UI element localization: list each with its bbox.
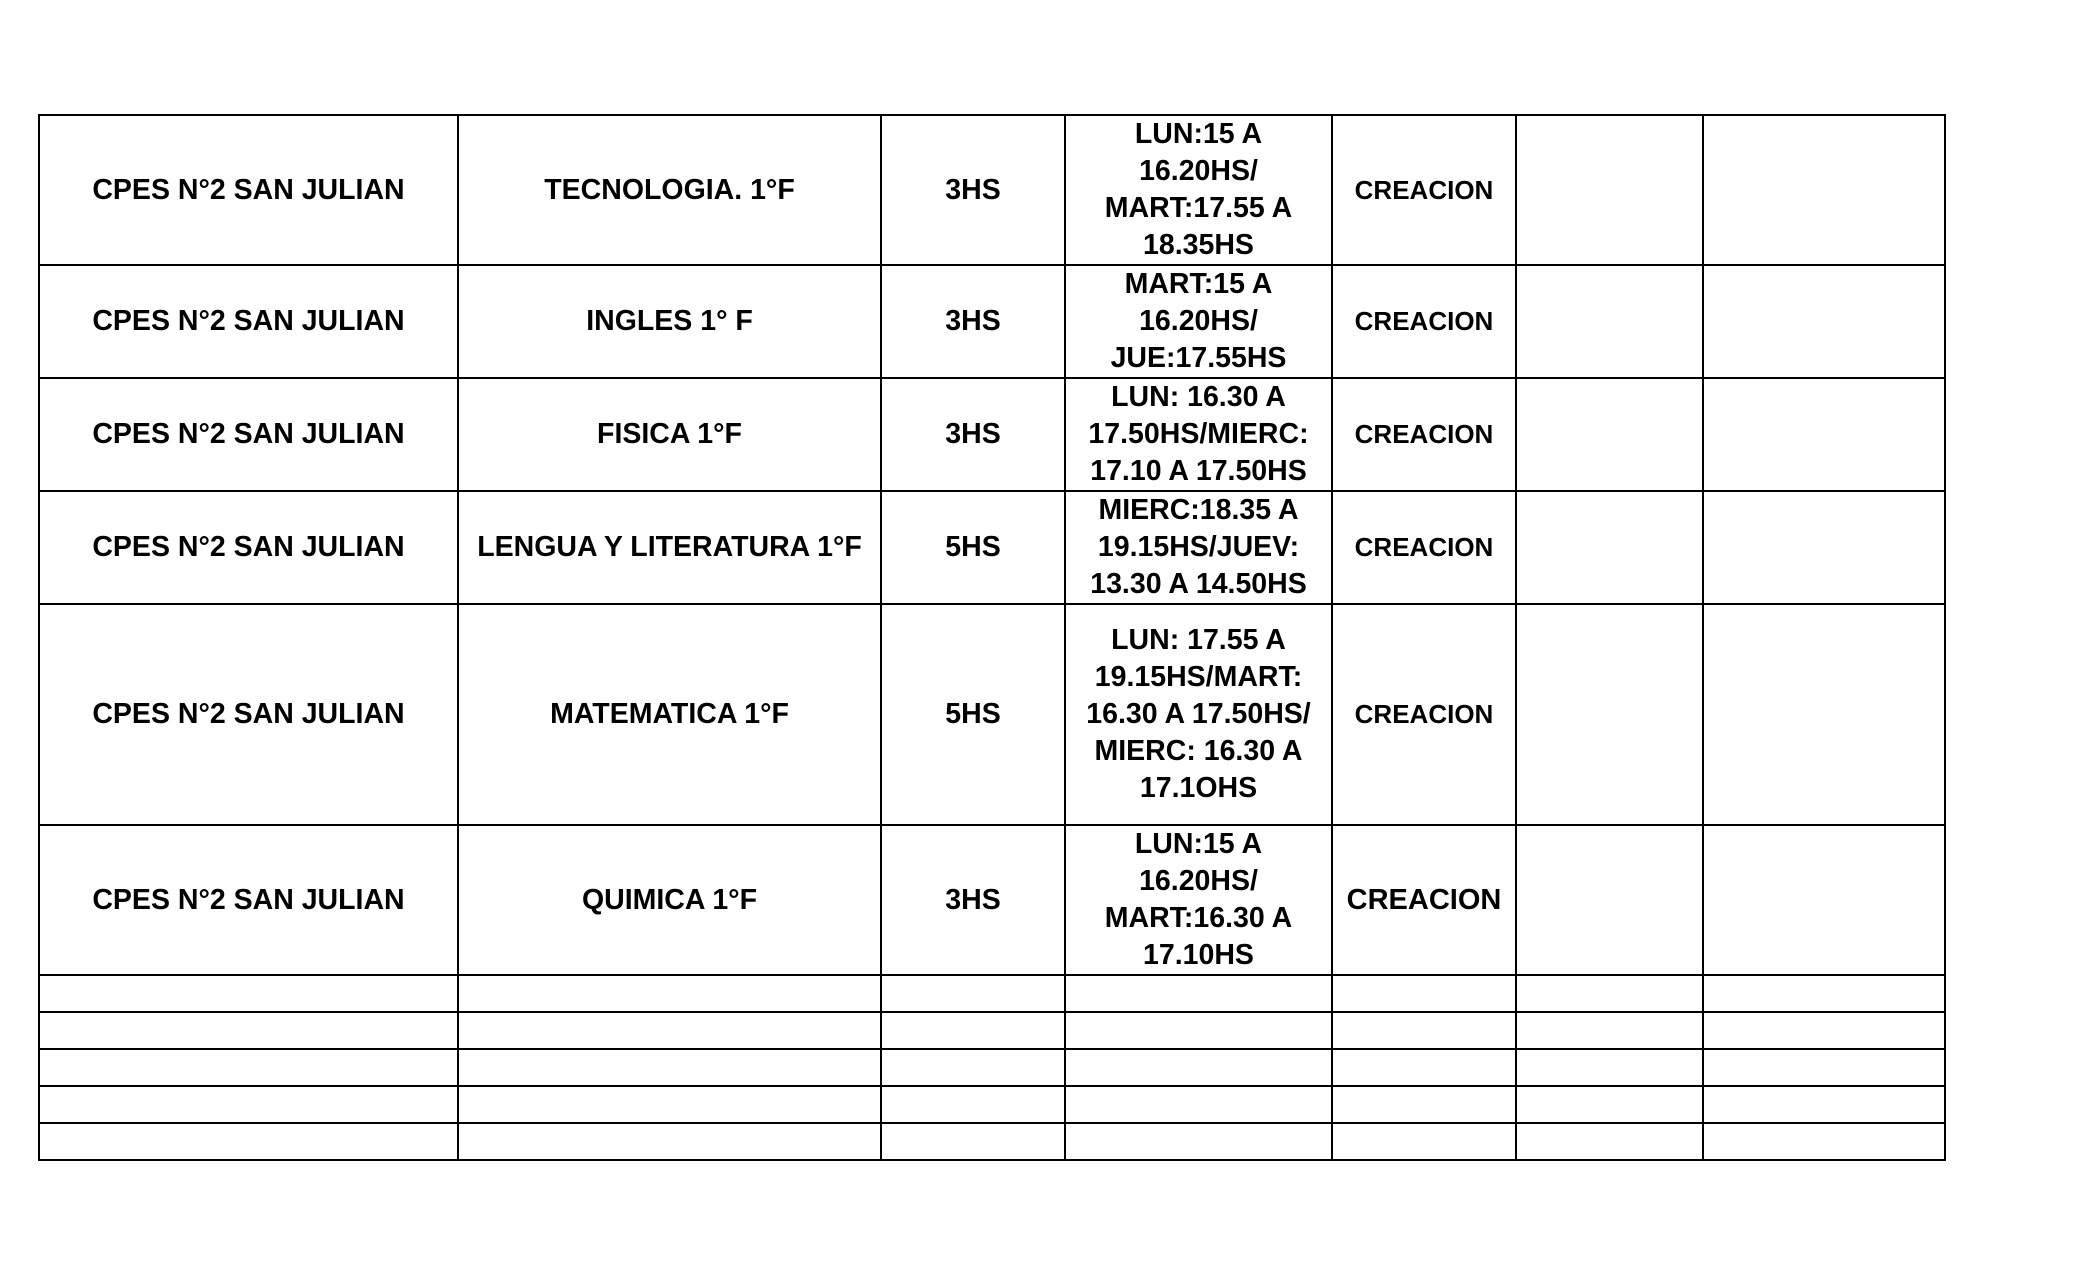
table-row — [39, 825, 1945, 975]
schedule-cell — [1065, 825, 1332, 975]
empty-cell — [458, 1123, 881, 1160]
empty-table-row — [39, 1086, 1945, 1123]
empty-table-row — [39, 1049, 1945, 1086]
empty-cell — [1516, 1123, 1703, 1160]
status-cell: CREACION — [1332, 115, 1516, 265]
subject-cell: FISICA 1°F — [458, 378, 881, 491]
hours-cell: 5HS — [881, 604, 1065, 825]
schedule-line: LUN:15 A — [1134, 828, 1263, 860]
schedule-line: 16.30 A 17.50HS/ — [1086, 698, 1311, 730]
empty-cell — [39, 1086, 458, 1123]
schedule-cell — [1065, 378, 1332, 491]
school-cell: CPES N°2 SAN JULIAN — [39, 378, 458, 491]
school-cell: CPES N°2 SAN JULIAN — [39, 265, 458, 378]
status-cell: CREACION — [1332, 825, 1516, 975]
schedule-line: JUE:17.55HS — [1110, 342, 1287, 374]
schedule-line: 18.35HS — [1143, 229, 1254, 261]
subject-cell: MATEMATICA 1°F — [458, 604, 881, 825]
empty-cell — [881, 975, 1065, 1012]
table-row — [39, 265, 1945, 378]
empty-cell — [39, 975, 458, 1012]
subject-cell: QUIMICA 1°F — [458, 825, 881, 975]
hours-cell: 3HS — [881, 378, 1065, 491]
schedule-cell — [1065, 265, 1332, 378]
schedule-line: 17.10HS — [1143, 939, 1254, 971]
table-row — [39, 378, 1945, 491]
status-cell: CREACION — [1332, 265, 1516, 378]
empty-cell — [1332, 1049, 1516, 1086]
empty-cell — [881, 1012, 1065, 1049]
empty-table-row — [39, 1123, 1945, 1160]
school-cell: CPES N°2 SAN JULIAN — [39, 825, 458, 975]
empty-cell — [1703, 1049, 1945, 1086]
empty-cell — [1703, 825, 1945, 975]
schedule-line: 17.1OHS — [1139, 772, 1258, 804]
empty-cell — [1332, 1086, 1516, 1123]
status-cell: CREACION — [1332, 491, 1516, 604]
schedule-line: LUN:15 A — [1134, 118, 1263, 150]
empty-cell — [1065, 1049, 1332, 1086]
schedule-line: MIERC:18.35 A — [1098, 494, 1299, 526]
schedule-line: 13.30 A 14.50HS — [1090, 568, 1307, 600]
empty-cell — [1703, 604, 1945, 825]
empty-cell — [1516, 1086, 1703, 1123]
empty-cell — [458, 1012, 881, 1049]
schedule-line: MART:16.30 A — [1104, 902, 1293, 934]
empty-cell — [1516, 491, 1703, 604]
empty-cell — [39, 1012, 458, 1049]
schedule-line: MIERC: 16.30 A — [1094, 735, 1303, 767]
empty-cell — [39, 1049, 458, 1086]
empty-cell — [881, 1049, 1065, 1086]
empty-cell — [458, 1049, 881, 1086]
subject-cell: INGLES 1° F — [458, 265, 881, 378]
table-row — [39, 491, 1945, 604]
empty-cell — [1516, 975, 1703, 1012]
hours-cell: 5HS — [881, 491, 1065, 604]
schedule-line: 17.10 A 17.50HS — [1090, 455, 1307, 487]
empty-cell — [1703, 115, 1945, 265]
empty-table-row — [39, 975, 1945, 1012]
schedule-cell — [1065, 115, 1332, 265]
schedule-table-body — [39, 115, 1945, 1160]
empty-cell — [1332, 975, 1516, 1012]
empty-cell — [1065, 1086, 1332, 1123]
empty-cell — [1065, 1012, 1332, 1049]
empty-cell — [1516, 265, 1703, 378]
empty-cell — [39, 1123, 458, 1160]
empty-cell — [1065, 975, 1332, 1012]
status-cell: CREACION — [1332, 378, 1516, 491]
hours-cell: 3HS — [881, 265, 1065, 378]
empty-cell — [1332, 1012, 1516, 1049]
schedule-line: MART:15 A — [1124, 268, 1273, 300]
schedule-line: 17.50HS/MIERC: — [1088, 418, 1309, 450]
schedule-line: 16.20HS/ — [1139, 155, 1258, 187]
empty-cell — [1516, 825, 1703, 975]
empty-cell — [458, 975, 881, 1012]
empty-cell — [1516, 1012, 1703, 1049]
schedule-line: 19.15HS/MART: — [1094, 661, 1303, 693]
empty-cell — [458, 1086, 881, 1123]
empty-cell — [881, 1123, 1065, 1160]
schedule-line: LUN: 17.55 A — [1111, 624, 1286, 656]
empty-cell — [1516, 378, 1703, 491]
schedule-line: LUN: 16.30 A — [1111, 381, 1286, 413]
subject-cell: LENGUA Y LITERATURA 1°F — [458, 491, 881, 604]
school-cell: CPES N°2 SAN JULIAN — [39, 604, 458, 825]
empty-cell — [1703, 491, 1945, 604]
empty-cell — [1065, 1123, 1332, 1160]
table-row — [39, 115, 1945, 265]
table-row — [39, 604, 1945, 825]
school-cell: CPES N°2 SAN JULIAN — [39, 115, 458, 265]
empty-cell — [1703, 1086, 1945, 1123]
empty-cell — [1332, 1123, 1516, 1160]
schedule-cell — [1065, 491, 1332, 604]
empty-cell — [1516, 1049, 1703, 1086]
schedule-line: 16.20HS/ — [1139, 865, 1258, 897]
subject-cell: TECNOLOGIA. 1°F — [458, 115, 881, 265]
hours-cell: 3HS — [881, 825, 1065, 975]
empty-cell — [1703, 378, 1945, 491]
schedule-cell — [1065, 604, 1332, 825]
schedule-line: MART:17.55 A — [1104, 192, 1293, 224]
empty-cell — [881, 1086, 1065, 1123]
schedule-table — [38, 114, 1946, 1161]
empty-cell — [1703, 1123, 1945, 1160]
hours-cell: 3HS — [881, 115, 1065, 265]
empty-cell — [1703, 975, 1945, 1012]
status-cell: CREACION — [1332, 604, 1516, 825]
schedule-line: 16.20HS/ — [1139, 305, 1258, 337]
empty-cell — [1703, 1012, 1945, 1049]
schedule-line: 19.15HS/JUEV: — [1097, 531, 1300, 563]
school-cell: CPES N°2 SAN JULIAN — [39, 491, 458, 604]
empty-cell — [1703, 265, 1945, 378]
empty-cell — [1516, 115, 1703, 265]
empty-table-row — [39, 1012, 1945, 1049]
empty-cell — [1516, 604, 1703, 825]
